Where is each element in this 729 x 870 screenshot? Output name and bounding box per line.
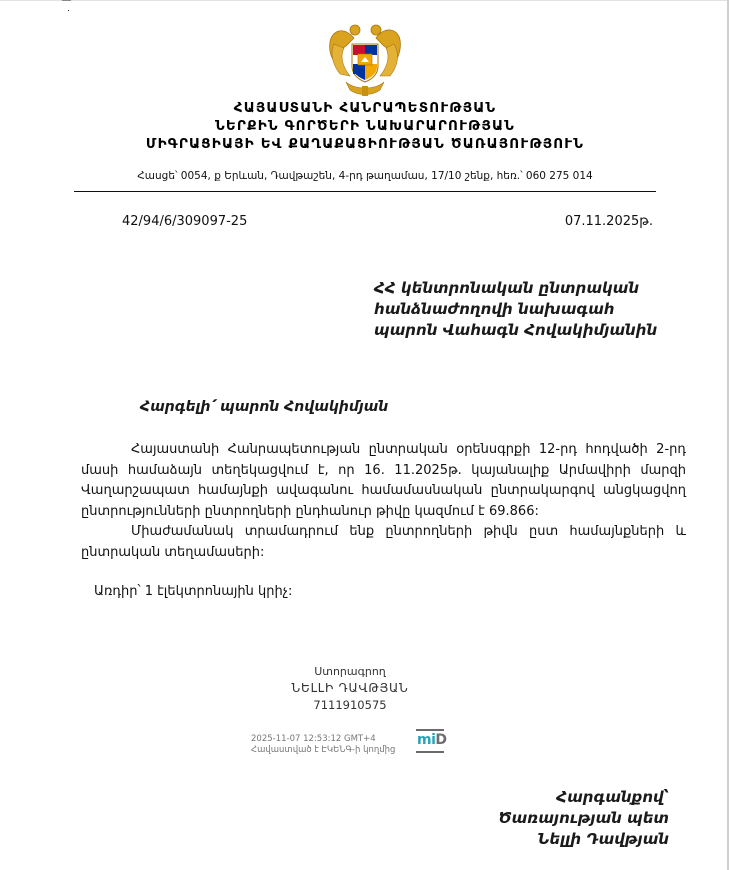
closing-title: Ծառայության պետ [498, 809, 669, 827]
letterhead [80, 99, 650, 153]
viewer-top-border [0, 0, 729, 1]
salutation: Հարգելի՛ պարոն Հովակիմյան [140, 399, 389, 415]
letterhead-line-ministry: ՆԵՐՔԻՆ ԳՈՐԾԵՐԻ ՆԱԽԱՐԱՐՈՒԹՅԱՆ [215, 118, 515, 134]
addressee-block [374, 278, 657, 341]
letter-date: 07.11.2025թ. [564, 214, 653, 229]
page-speck [68, 10, 69, 11]
reference-number: 42/94/6/309097-25 [122, 214, 248, 229]
mid-logo-text [417, 732, 447, 748]
body-paragraph: Միաժամանակ տրամադրում ենք ընտրողների թիվն ըստ համայնքների և ընտրական տեղամասերի: [81, 524, 686, 560]
mid-logo-top-bar [416, 729, 444, 731]
body-paragraph: Հայաստանի Հանրապետության ընտրական օրենսգրքի 12-րդ հոդվածի 2-րդ մասի համաձայն տեղեկացվում է, որ 16. 11.2025թ. կայանալիք Արմավիրի մարզի Վաղարշապատ համայնքի ավագանու համամասնական ընտրակարգով անցկացվող ընտրությունների ընտրողների ընդհանուր թիվը կազմում է 69.866: [81, 442, 686, 519]
mid-logo-icon [416, 729, 447, 754]
signer-role: Ստորագրող [314, 665, 386, 678]
signature-metadata [251, 734, 395, 756]
signature-verification: Հավաստված է ԷԿԵՆԳ-ի կողմից [251, 745, 396, 755]
signature-timestamp: 2025-11-07 12:53:12 GMT+4 [251, 734, 376, 744]
digital-signature-block [250, 663, 450, 713]
signer-id: 7111910575 [313, 698, 387, 712]
addressee-line: հանձնաժողովի նախագահ [374, 300, 615, 318]
letterhead-line-service: ՄԻԳՐԱՑԻԱՅԻ ԵՎ ՔԱՂԱՔԱՑԻՈՒԹՅԱՆ ԾԱՌԱՅՈՒԹՅՈՒՆ [145, 136, 585, 152]
letter-body [81, 440, 686, 563]
closing-block [498, 787, 669, 850]
addressee-line: ՀՀ կենտրոնական ընտրական [374, 279, 640, 297]
closing-name: Նելլի Դավթյան [537, 830, 669, 848]
letterhead-address: Հասցե՝ 0054, ք Երևան, Դավթաշեն, 4-րդ թաղամաս, 17/10 շենք, հեռ.՝ 060 275 014 [137, 170, 593, 182]
armenia-coat-of-arms-icon [324, 20, 406, 100]
attachment-note: Առդիր՝ 1 էլեկտրոնային կրիչ: [94, 584, 293, 599]
letterhead-divider [74, 191, 656, 192]
mid-logo-m: mi [417, 732, 436, 748]
addressee-line: պարոն Վահագն Հովակիմյանին [374, 321, 658, 339]
signer-name: ՆԵԼԼԻ ԴԱՎԹՅԱՆ [291, 681, 409, 695]
mid-logo-d: D [435, 732, 447, 748]
letterhead-line-republic: ՀԱՅԱՍՏԱՆԻ ՀԱՆՐԱՊԵՏՈՒԹՅԱՆ [233, 100, 497, 116]
mid-logo-bottom-bar [416, 751, 444, 753]
scrollbar-thumb[interactable] [62, 0, 71, 1]
closing-regards: Հարգանքով՝ [556, 788, 669, 806]
